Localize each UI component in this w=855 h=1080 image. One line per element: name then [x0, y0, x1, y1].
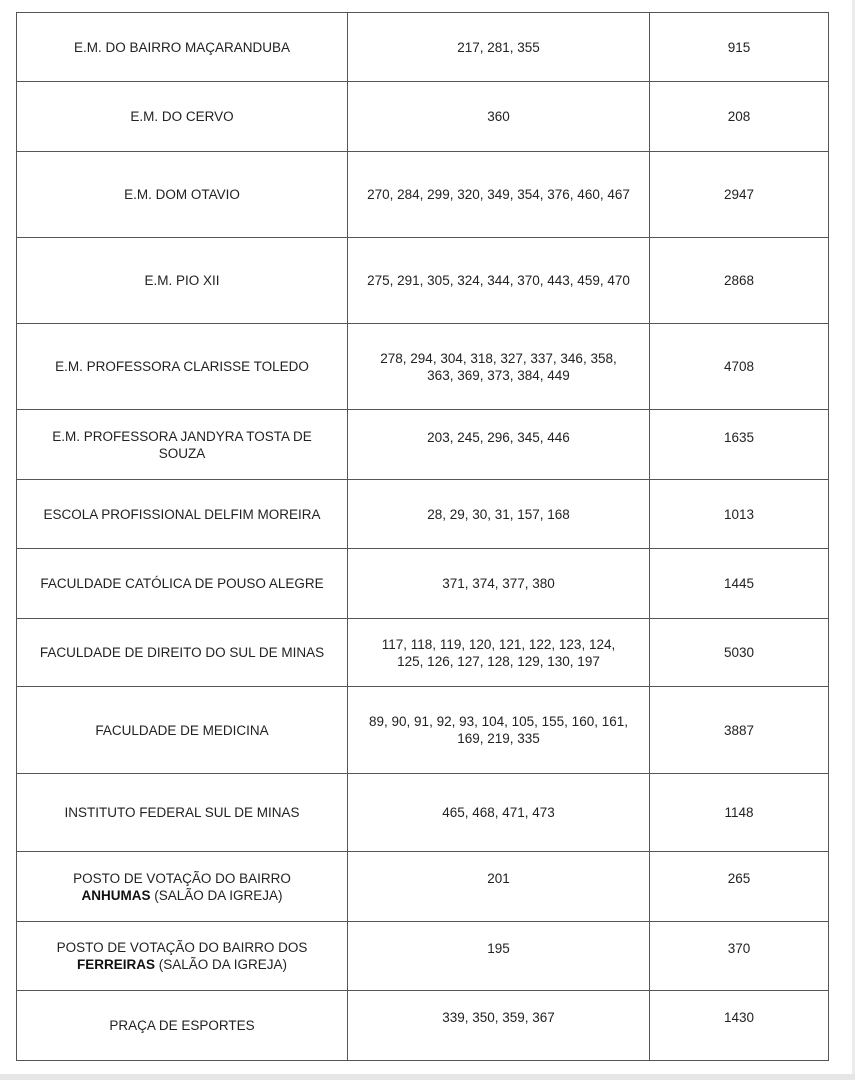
polling-place-name: E.M. PIO XII — [17, 238, 348, 324]
table-row — [17, 13, 829, 82]
table-row — [17, 324, 829, 410]
table-row — [17, 852, 829, 922]
polling-place-name: E.M. PROFESSORA CLARISSE TOLEDO — [17, 324, 348, 410]
polling-place-name: ESCOLA PROFISSIONAL DELFIM MOREIRA — [17, 480, 348, 549]
table-row — [17, 152, 829, 238]
voter-count: 370 — [650, 922, 829, 991]
voter-count: 265 — [650, 852, 829, 922]
section-numbers-line: 278, 294, 304, 318, 327, 337, 346, 358, — [380, 350, 617, 366]
section-numbers: 28, 29, 30, 31, 157, 168 — [348, 480, 650, 549]
section-numbers: 270, 284, 299, 320, 349, 354, 376, 460, 467 — [348, 152, 650, 238]
table-row — [17, 410, 829, 480]
section-numbers: 465, 468, 471, 473 — [348, 774, 650, 852]
section-numbers-line: 89, 90, 91, 92, 93, 104, 105, 155, 160, 161, — [369, 714, 628, 729]
polling-place-name-line — [23, 956, 341, 973]
section-numbers: 360 — [348, 82, 650, 152]
section-numbers — [348, 687, 650, 774]
polling-place-name — [17, 922, 348, 991]
polling-place-name — [17, 852, 348, 922]
polling-place-name — [17, 410, 348, 480]
voter-count: 1148 — [650, 774, 829, 852]
polling-place-name: FACULDADE DE MEDICINA — [17, 687, 348, 774]
section-numbers: 203, 245, 296, 345, 446 — [348, 410, 650, 480]
voter-count: 1445 — [650, 549, 829, 619]
table-row — [17, 82, 829, 152]
neighborhood-name: FERREIRAS — [76, 957, 155, 972]
neighborhood-name: ANHUMAS — [81, 887, 151, 903]
polling-place-name-line: E.M. PROFESSORA JANDYRA TOSTA DE — [52, 428, 312, 444]
venue-note: (SALÃO DA IGREJA) — [150, 887, 283, 903]
section-numbers: 195 — [348, 922, 650, 991]
polling-place-name-line — [23, 887, 341, 904]
table-row — [17, 687, 829, 774]
voter-count: 1430 — [650, 991, 829, 1061]
polling-place-name: PRAÇA DE ESPORTES — [17, 991, 348, 1061]
section-numbers: 201 — [348, 852, 650, 922]
polling-place-name-line: POSTO DE VOTAÇÃO DO BAIRRO — [73, 870, 291, 886]
polling-place-name: E.M. DO CERVO — [17, 82, 348, 152]
polling-place-name: INSTITUTO FEDERAL SUL DE MINAS — [17, 774, 348, 852]
section-numbers — [348, 324, 650, 410]
polling-place-name: FACULDADE DE DIREITO DO SUL DE MINAS — [17, 619, 348, 687]
table-row — [17, 619, 829, 687]
table-row — [17, 991, 829, 1061]
polling-place-name: E.M. DOM OTAVIO — [17, 152, 348, 238]
table-row — [17, 922, 829, 991]
voter-count: 5030 — [650, 619, 829, 687]
section-numbers-line: 363, 369, 373, 384, 449 — [427, 367, 570, 383]
table-row — [17, 480, 829, 549]
table-row — [17, 774, 829, 852]
voter-count: 1635 — [650, 410, 829, 480]
voter-count: 3887 — [650, 687, 829, 774]
polling-place-name: E.M. DO BAIRRO MAÇARANDUBA — [17, 13, 348, 82]
voter-count: 2868 — [650, 238, 829, 324]
section-numbers: 339, 350, 359, 367 — [348, 991, 650, 1061]
polling-place-name-line: POSTO DE VOTAÇÃO DO BAIRRO DOS — [56, 940, 308, 955]
polling-place-name: FACULDADE CATÓLICA DE POUSO ALEGRE — [17, 549, 348, 619]
section-numbers: 275, 291, 305, 324, 344, 370, 443, 459, 470 — [348, 238, 650, 324]
section-numbers — [348, 619, 650, 687]
voter-count: 208 — [650, 82, 829, 152]
section-numbers: 371, 374, 377, 380 — [348, 549, 650, 619]
voter-count: 915 — [650, 13, 829, 82]
section-numbers-line: 169, 219, 335 — [457, 731, 540, 746]
voter-count: 2947 — [650, 152, 829, 238]
venue-note: (SALÃO DA IGREJA) — [154, 957, 288, 972]
polling-place-name-line: SOUZA — [158, 445, 206, 461]
voter-count: 1013 — [650, 480, 829, 549]
voter-count: 4708 — [650, 324, 829, 410]
page-bottom-edge — [0, 1074, 855, 1080]
table-row — [17, 549, 829, 619]
section-numbers: 217, 281, 355 — [348, 13, 650, 82]
polling-places-table — [16, 12, 829, 1061]
table-row — [17, 238, 829, 324]
section-numbers-line: 125, 126, 127, 128, 129, 130, 197 — [397, 653, 600, 669]
section-numbers-line: 117, 118, 119, 120, 121, 122, 123, 124, — [381, 636, 616, 652]
